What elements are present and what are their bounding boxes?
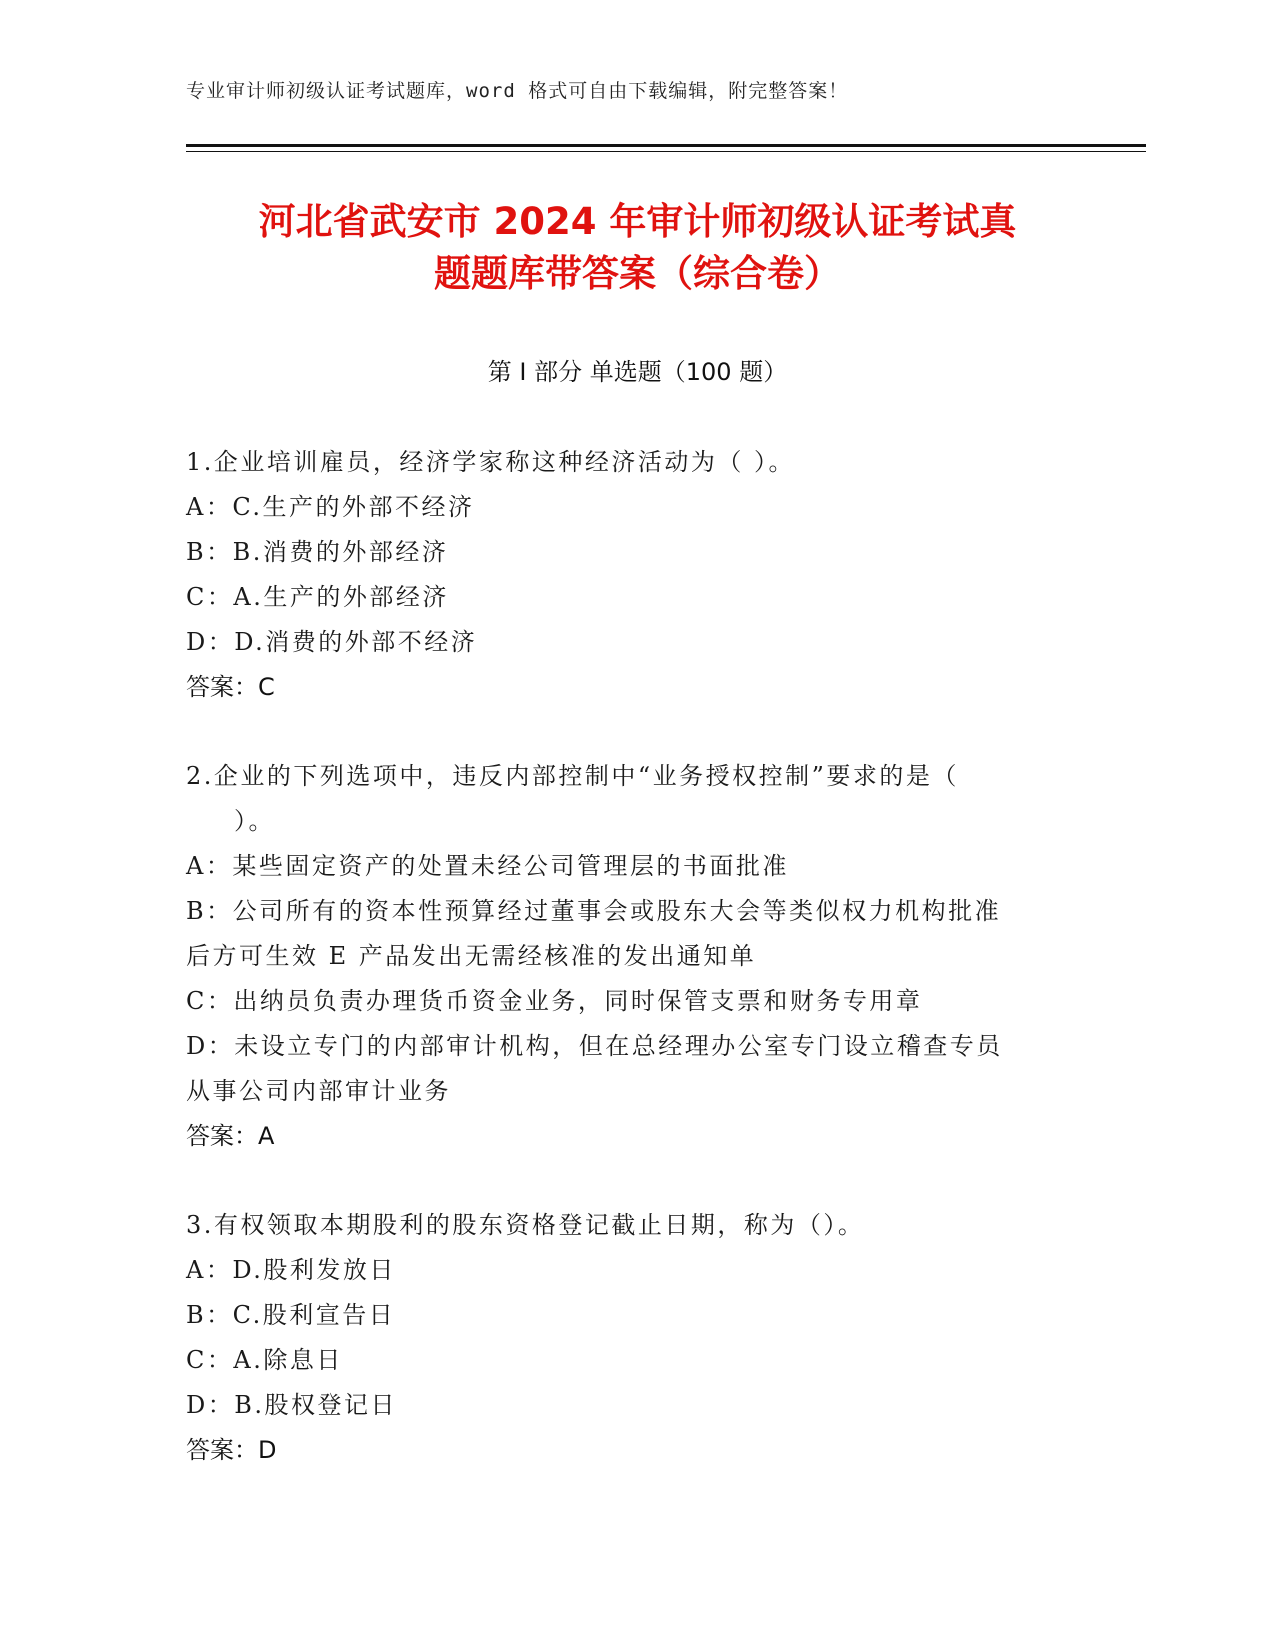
document-title (150, 196, 1125, 300)
option-a: A：C.生产的外部不经济 (186, 493, 475, 521)
option-b: B：C.股利宣告日 (186, 1301, 396, 1329)
option-b-continued: 后方可生效 E 产品发出无需经核准的发出通知单 (186, 942, 757, 970)
option-d: D：B.股权登记日 (186, 1391, 398, 1419)
option-b: B：B.消费的外部经济 (186, 538, 449, 566)
question-stem: 3.有权领取本期股利的股东资格登记截止日期，称为（）。 (186, 1211, 865, 1239)
header-rule-thin (186, 151, 1146, 152)
title-line-2: 题题库带答案（综合卷） (434, 252, 841, 295)
question-stem: 2.企业的下列选项中，违反内部控制中“业务授权控制”要求的是（ (186, 762, 959, 790)
option-b: B：公司所有的资本性预算经过董事会或股东大会等类似权力机构批准 (186, 897, 1002, 925)
header-rule-thick (186, 144, 1146, 147)
question-1 (186, 440, 1066, 710)
header-note: 专业审计师初级认证考试题库，word 格式可自由下载编辑，附完整答案！ (186, 80, 849, 102)
option-d: D：D.消费的外部不经济 (186, 628, 478, 656)
option-c: C：A.生产的外部经济 (186, 583, 449, 611)
option-d-continued: 从事公司内部审计业务 (186, 1077, 451, 1105)
option-c: C：出纳员负责办理货币资金业务，同时保管支票和财务专用章 (186, 987, 923, 1015)
title-line-1: 河北省武安市 2024 年审计师初级认证考试真 (258, 200, 1017, 243)
answer: 答案：A (186, 1122, 275, 1150)
option-d: D：未设立专门的内部审计机构，但在总经理办公室专门设立稽查专员 (186, 1032, 1003, 1060)
question-list (186, 440, 1066, 1473)
question-2 (186, 754, 1066, 1159)
question-stem: 1.企业培训雇员，经济学家称这种经济活动为（ ）。 (186, 448, 796, 476)
answer: 答案：C (186, 673, 275, 701)
answer: 答案：D (186, 1436, 277, 1464)
option-a: A：某些固定资产的处置未经公司管理层的书面批准 (186, 852, 789, 880)
section-title: 第 I 部分 单选题（100 题） (487, 358, 788, 386)
option-a: A：D.股利发放日 (186, 1256, 396, 1284)
question-stem-continued: ）。 (234, 807, 275, 835)
question-3 (186, 1203, 1066, 1473)
option-c: C：A.除息日 (186, 1346, 343, 1374)
